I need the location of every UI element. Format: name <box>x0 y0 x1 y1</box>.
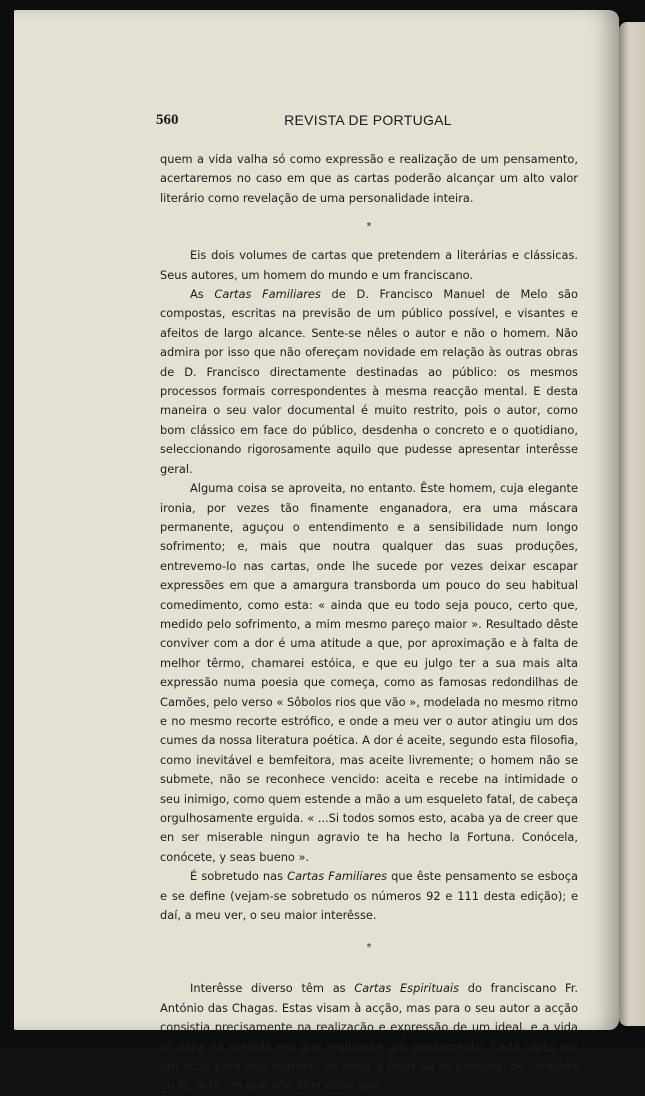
section-separator: * <box>366 221 372 233</box>
paragraph-continuation: quem a vida valha só como expressão e realização de um pensamento, acertaremos no caso em que as cartas poderão alcançar um alto valor literário como revelação de uma personalidade inteira. <box>160 152 578 205</box>
text-run: As <box>190 287 215 302</box>
section-separator: * <box>366 942 372 954</box>
text-run: Interêsse diverso têm as <box>190 981 355 996</box>
book-title: Cartas Espirituais <box>354 981 460 996</box>
page-header <box>156 112 580 134</box>
text-run: do franciscano Fr. António das Chagas. Estas visam à acção, mas para o seu autor a acção consistia precisamente na realização e expressão de um ideal, e a vida só valia na medida em que realizasse um pensamento. Cada carta era um acto, para êste homem, de amor a Deus ou ao próximo, de caridade ou fé, acto em que não intervinha ape- <box>160 981 578 1093</box>
text-run: de D. Francisco Manuel de Melo são compostas, escritas na previsão de um público possível, e visantes e afeitos de largo alcance. Sente-se nêles o autor e não o homem. Não admira por isso que não ofereçam novidade em relação às outras obras de D. Francisco directamente destinadas ao público: os mesmos processos formais correspondentes à mesma reacção mental. E desta maneira o seu valor documental é muito restrito, pois o autor, como bom clássico em face do público, desdenha o concreto e o quotidiano, seleccionando rigorosamente aquilo que pudesse apresentar interêsse geral. <box>160 287 578 476</box>
paragraph-stoic-attitude: Alguma coisa se aproveita, no entanto. Êste homem, cuja elegante ironia, por vezes tão finamente enganadora, era uma máscara permanente, aguçou o entendimento e a sensibilidade num longo sofrimento; e, mais que noutra qualquer das suas produções, entrevemo-lo nas cartas, onde lhe sucede por vezes deixar escapar expressões em que a amargura transborda um pouco do seu habitual comedimento, como esta: « ainda que eu todo seja pouco, certo que, medido pelo sofrimento, a mim mesmo pareço maior ». Resultado dêste conviver com a dor é uma atitude a que, por aproximação e à falta de melhor têrmo, chamarei estóica, e que eu julgo ter a sua mais alta expressão numa poesia que começa, como as famosas redondilhas de Camões, pelo verso « Sôbolos rios que vão », modelada no mesmo ritmo e no mesmo recorte estrófico, e onde a meu ver o autor atingiu um dos cumes da nossa literatura poética. A dor é aceite, segundo esta filosofia, como inevitável e bemfeitora, mas aceite livremente; o homem não se submete, não se reconhece vencido: aceita e recebe na intimidade o seu inimigo, como quem estende a mão a um esqueleto fatal, de cabeça orgulhosamente erguida. « ...Si todos somos esto, acaba ya de creer que en ser miserable ningun agravio te ha hecho la Fortuna. Conócela, conócete, y seas bueno ». <box>160 481 578 864</box>
book-title: Cartas Familiares <box>214 287 321 302</box>
running-title: REVISTA DE PORTUGAL <box>284 112 452 128</box>
paragraph-intro: Eis dois volumes de cartas que pretendem a literárias e clássicas. Seus autores, um homem do mundo e um franciscano. <box>160 248 578 282</box>
paragraph-main-interest <box>160 867 578 925</box>
facing-page-edge <box>619 22 645 1026</box>
paragraph-cartas-familiares <box>160 285 578 479</box>
book-title: Cartas Familiares <box>287 869 388 884</box>
paragraph-cartas-espirituais <box>160 979 578 1095</box>
text-run: É sobretudo nas <box>190 869 288 884</box>
article-body <box>160 150 578 1096</box>
text-run: que êste pensamento se esboça e se define (vejam-se sobretudo os números 92 e 111 desta edição); e daí, a meu ver, o seu maior interêsse. <box>160 869 578 923</box>
page-number: 560 <box>156 112 179 128</box>
